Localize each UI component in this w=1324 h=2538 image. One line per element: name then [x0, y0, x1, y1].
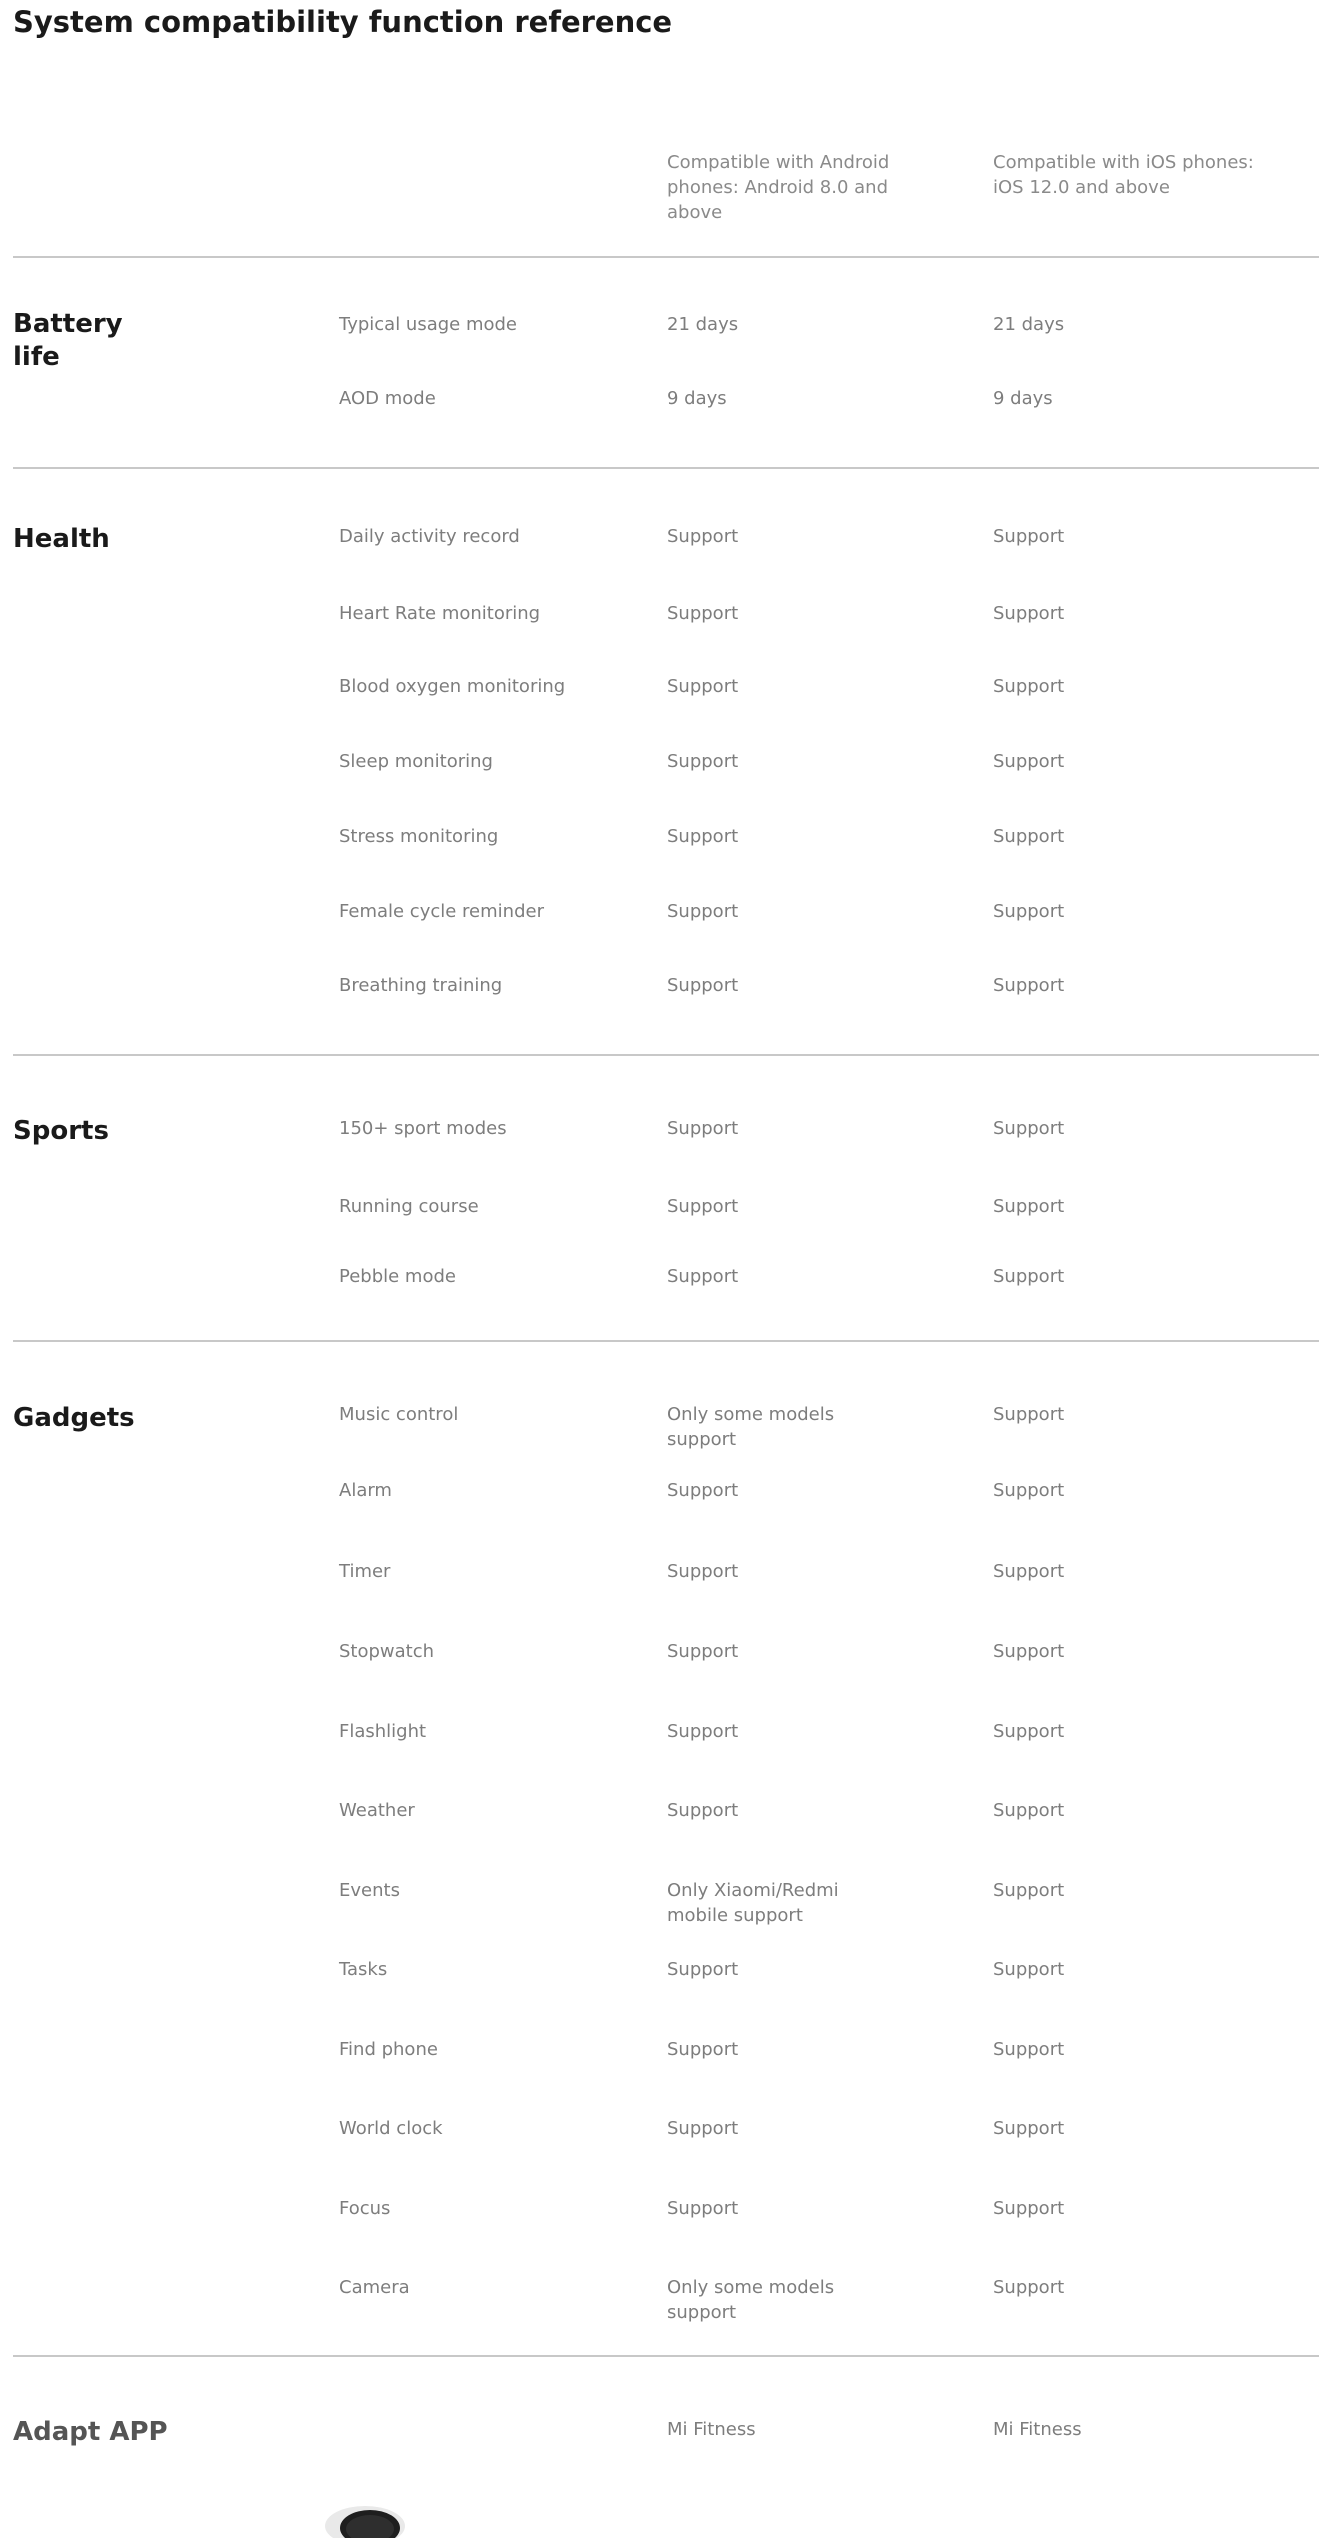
ios-value: Support: [993, 1196, 1065, 1217]
feature-label: Daily activity record: [339, 526, 520, 547]
android-value: Support: [667, 901, 739, 922]
feature-label: Events: [339, 1880, 400, 1901]
feature-label: Stopwatch: [339, 1641, 435, 1662]
android-value: Support: [667, 676, 739, 697]
feature-label: Timer: [339, 1561, 391, 1582]
android-value: Support: [667, 1959, 739, 1980]
android-value: Support: [667, 1266, 739, 1287]
feature-label: Camera: [339, 2277, 410, 2298]
divider: [13, 1340, 1319, 1342]
ios-value: Support: [993, 1561, 1065, 1582]
feature-label: Blood oxygen monitoring: [339, 676, 566, 697]
android-value: Support: [667, 1196, 739, 1217]
ios-value: Support: [993, 603, 1065, 624]
feature-label: Music control: [339, 1404, 459, 1425]
ios-value: Support: [993, 2039, 1065, 2060]
android-value: Support: [667, 1641, 739, 1662]
ios-value: Support: [993, 1721, 1065, 1742]
android-value: Support: [667, 2039, 739, 2060]
page-title: System compatibility function reference: [13, 5, 673, 39]
ios-value: Support: [993, 1404, 1065, 1425]
ios-value: Support: [993, 1266, 1065, 1287]
android-value: Support: [667, 1800, 739, 1821]
section-title-adapt-app: Adapt APP: [13, 2417, 168, 2447]
feature-label: Heart Rate monitoring: [339, 603, 541, 624]
section-title-gadgets: Gadgets: [13, 1403, 135, 1433]
ios-value: Support: [993, 901, 1065, 922]
feature-label: AOD mode: [339, 388, 436, 409]
feature-label: World clock: [339, 2118, 443, 2139]
ios-value: Support: [993, 2118, 1065, 2139]
ios-value: Support: [993, 1480, 1065, 1501]
feature-label: Female cycle reminder: [339, 901, 544, 922]
divider: [13, 2355, 1319, 2357]
ios-value: Support: [993, 2277, 1065, 2298]
ios-value: Support: [993, 751, 1065, 772]
feature-label: Typical usage mode: [339, 314, 518, 335]
feature-label: Running course: [339, 1196, 479, 1217]
divider: [13, 1054, 1319, 1056]
ios-value: Support: [993, 1880, 1065, 1901]
android-value: Support: [667, 1480, 739, 1501]
feature-label: Flashlight: [339, 1721, 427, 1742]
android-value: 9 days: [667, 388, 727, 409]
feature-label: Alarm: [339, 1480, 392, 1501]
feature-label: Find phone: [339, 2039, 438, 2060]
android-value: Mi Fitness: [667, 2419, 756, 2440]
android-value: Only Xiaomi/Redmi mobile support: [667, 1880, 839, 1926]
android-value: Support: [667, 975, 739, 996]
feature-label: Breathing training: [339, 975, 503, 996]
section-title-sports: Sports: [13, 1116, 109, 1146]
feature-label: Sleep monitoring: [339, 751, 493, 772]
android-value: Only some models support: [667, 2277, 835, 2323]
column-header-android: Compatible with Android phones: Android 8.0 and above: [667, 152, 890, 223]
feature-label: Weather: [339, 1800, 415, 1821]
ios-value: Support: [993, 975, 1065, 996]
watch-image: [310, 2498, 410, 2538]
android-value: Support: [667, 1561, 739, 1582]
ios-value: Support: [993, 1118, 1065, 1139]
ios-value: Support: [993, 1959, 1065, 1980]
ios-value: Support: [993, 1800, 1065, 1821]
feature-label: Tasks: [339, 1959, 388, 1980]
android-value: Support: [667, 1118, 739, 1139]
android-value: Support: [667, 751, 739, 772]
ios-value: Support: [993, 676, 1065, 697]
feature-label: 150+ sport modes: [339, 1118, 507, 1139]
divider: [13, 256, 1319, 258]
ios-value: 21 days: [993, 314, 1065, 335]
feature-label: Focus: [339, 2198, 391, 2219]
ios-value: Support: [993, 826, 1065, 847]
android-value: Support: [667, 603, 739, 624]
android-value: Support: [667, 526, 739, 547]
android-value: Support: [667, 2198, 739, 2219]
feature-label: Pebble mode: [339, 1266, 456, 1287]
android-value: Support: [667, 2118, 739, 2139]
android-value: Only some models support: [667, 1404, 835, 1450]
android-value: 21 days: [667, 314, 739, 335]
ios-value: Mi Fitness: [993, 2419, 1082, 2440]
android-value: Support: [667, 826, 739, 847]
android-value: Support: [667, 1721, 739, 1742]
section-title-health: Health: [13, 524, 110, 554]
ios-value: Support: [993, 526, 1065, 547]
ios-value: 9 days: [993, 388, 1053, 409]
column-header-ios: Compatible with iOS phones: iOS 12.0 and above: [993, 152, 1254, 198]
section-title-battery: Battery life: [13, 309, 123, 372]
ios-value: Support: [993, 1641, 1065, 1662]
divider: [13, 467, 1319, 469]
ios-value: Support: [993, 2198, 1065, 2219]
feature-label: Stress monitoring: [339, 826, 499, 847]
